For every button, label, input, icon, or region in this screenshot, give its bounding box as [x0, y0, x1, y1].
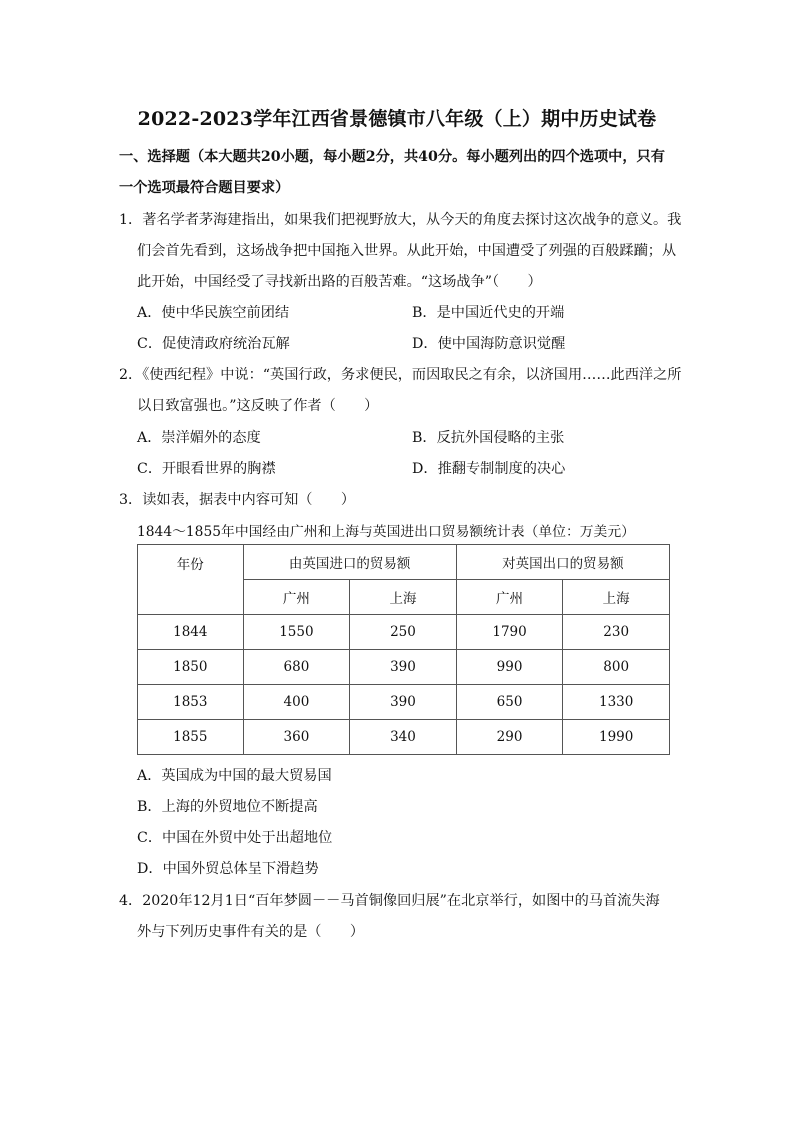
q4-stem-line2: 外与下列历史事件有关的是（ ） — [137, 924, 365, 940]
table-cell: 650 — [456, 685, 563, 720]
table-row — [138, 720, 670, 755]
q1-option-a[interactable]: A．使中华民族空前团结 — [137, 305, 290, 321]
table-cell: 1853 — [138, 685, 244, 720]
q2-option-a[interactable]: A．崇洋媚外的态度 — [137, 430, 261, 446]
table-cell: 360 — [243, 720, 350, 755]
table-header-row — [138, 545, 670, 580]
table-cell: 250 — [350, 615, 457, 650]
q3-option-a[interactable]: A．英国成为中国的最大贸易国 — [137, 768, 332, 784]
table-cell: 390 — [350, 650, 457, 685]
q3-option-d[interactable]: D．中国外贸总体呈下滑趋势 — [137, 861, 319, 877]
q3-option-c[interactable]: C．中国在外贸中处于出超地位 — [137, 830, 333, 846]
subheader-shanghai: 上海 — [563, 580, 670, 615]
q2-stem-line2: 以日致富强也。”这反映了作者（ ） — [137, 398, 379, 414]
q1-stem-line1: 1．著名学者茅海建指出，如果我们把视野放大，从今天的角度去探讨这次战争的意义。我 — [119, 212, 682, 228]
subheader-guangzhou: 广州 — [243, 580, 350, 615]
import-header: 由英国进口的贸易额 — [243, 545, 456, 580]
q4-stem-line1: 4．2020年12月1日“百年梦圆－－马首铜像回归展”在北京举行，如图中的马首流失海 — [119, 893, 660, 909]
subheader-shanghai: 上海 — [350, 580, 457, 615]
section-heading-line2: 一个选项最符合题目要求） — [119, 180, 290, 196]
table-cell: 1790 — [456, 615, 563, 650]
table-cell: 1855 — [138, 720, 244, 755]
q2-option-c[interactable]: C．开眼看世界的胸襟 — [137, 461, 276, 477]
table-row — [138, 615, 670, 650]
subheader-guangzhou: 广州 — [456, 580, 563, 615]
table-cell: 230 — [563, 615, 670, 650]
q3-option-b[interactable]: B．上海的外贸地位不断提高 — [137, 799, 318, 815]
q3-stem: 3．读如表，据表中内容可知（ ） — [119, 492, 356, 508]
trade-table — [137, 544, 670, 755]
year-header: 年份 — [138, 545, 244, 615]
table-row — [138, 685, 670, 720]
table-caption: 1844～1855年中国经由广州和上海与英国进出口贸易额统计表（单位：万美元） — [137, 524, 635, 540]
table-cell: 340 — [350, 720, 457, 755]
q2-option-b[interactable]: B．反抗外国侵略的主张 — [412, 430, 565, 446]
q1-stem-line2: 们会首先看到，这场战争把中国拖入世界。从此开始，中国遭受了列强的百般蹂躏；从 — [137, 243, 677, 259]
table-cell: 290 — [456, 720, 563, 755]
table-cell: 990 — [456, 650, 563, 685]
table-cell: 1990 — [563, 720, 670, 755]
table-cell: 1550 — [243, 615, 350, 650]
q2-stem-line1: 2．《使西纪程》中说：“英国行政，务求便民，而因取民之有余，以济国用……此西洋之所 — [119, 367, 682, 383]
table-cell: 1844 — [138, 615, 244, 650]
table-cell: 680 — [243, 650, 350, 685]
table-cell: 800 — [563, 650, 670, 685]
q1-option-d[interactable]: D．使中国海防意识觉醒 — [412, 336, 566, 352]
q1-stem-line3: 此开始，中国经受了寻找新出路的百般苦难。“这场战争”（ ） — [137, 274, 542, 290]
table-row — [138, 650, 670, 685]
q1-option-b[interactable]: B．是中国近代史的开端 — [412, 305, 565, 321]
q2-option-d[interactable]: D．推翻专制制度的决心 — [412, 461, 566, 477]
section-heading-line1: 一、选择题（本大题共20小题，每小题2分，共40分。每小题列出的四个选项中，只有 — [119, 149, 665, 165]
page-title: 2022-2023学年江西省景德镇市八年级（上）期中历史试卷 — [137, 108, 657, 130]
table-cell: 390 — [350, 685, 457, 720]
table-cell: 1850 — [138, 650, 244, 685]
table-cell: 400 — [243, 685, 350, 720]
q1-option-c[interactable]: C．促使清政府统治瓦解 — [137, 336, 290, 352]
table-cell: 1330 — [563, 685, 670, 720]
export-header: 对英国出口的贸易额 — [456, 545, 669, 580]
